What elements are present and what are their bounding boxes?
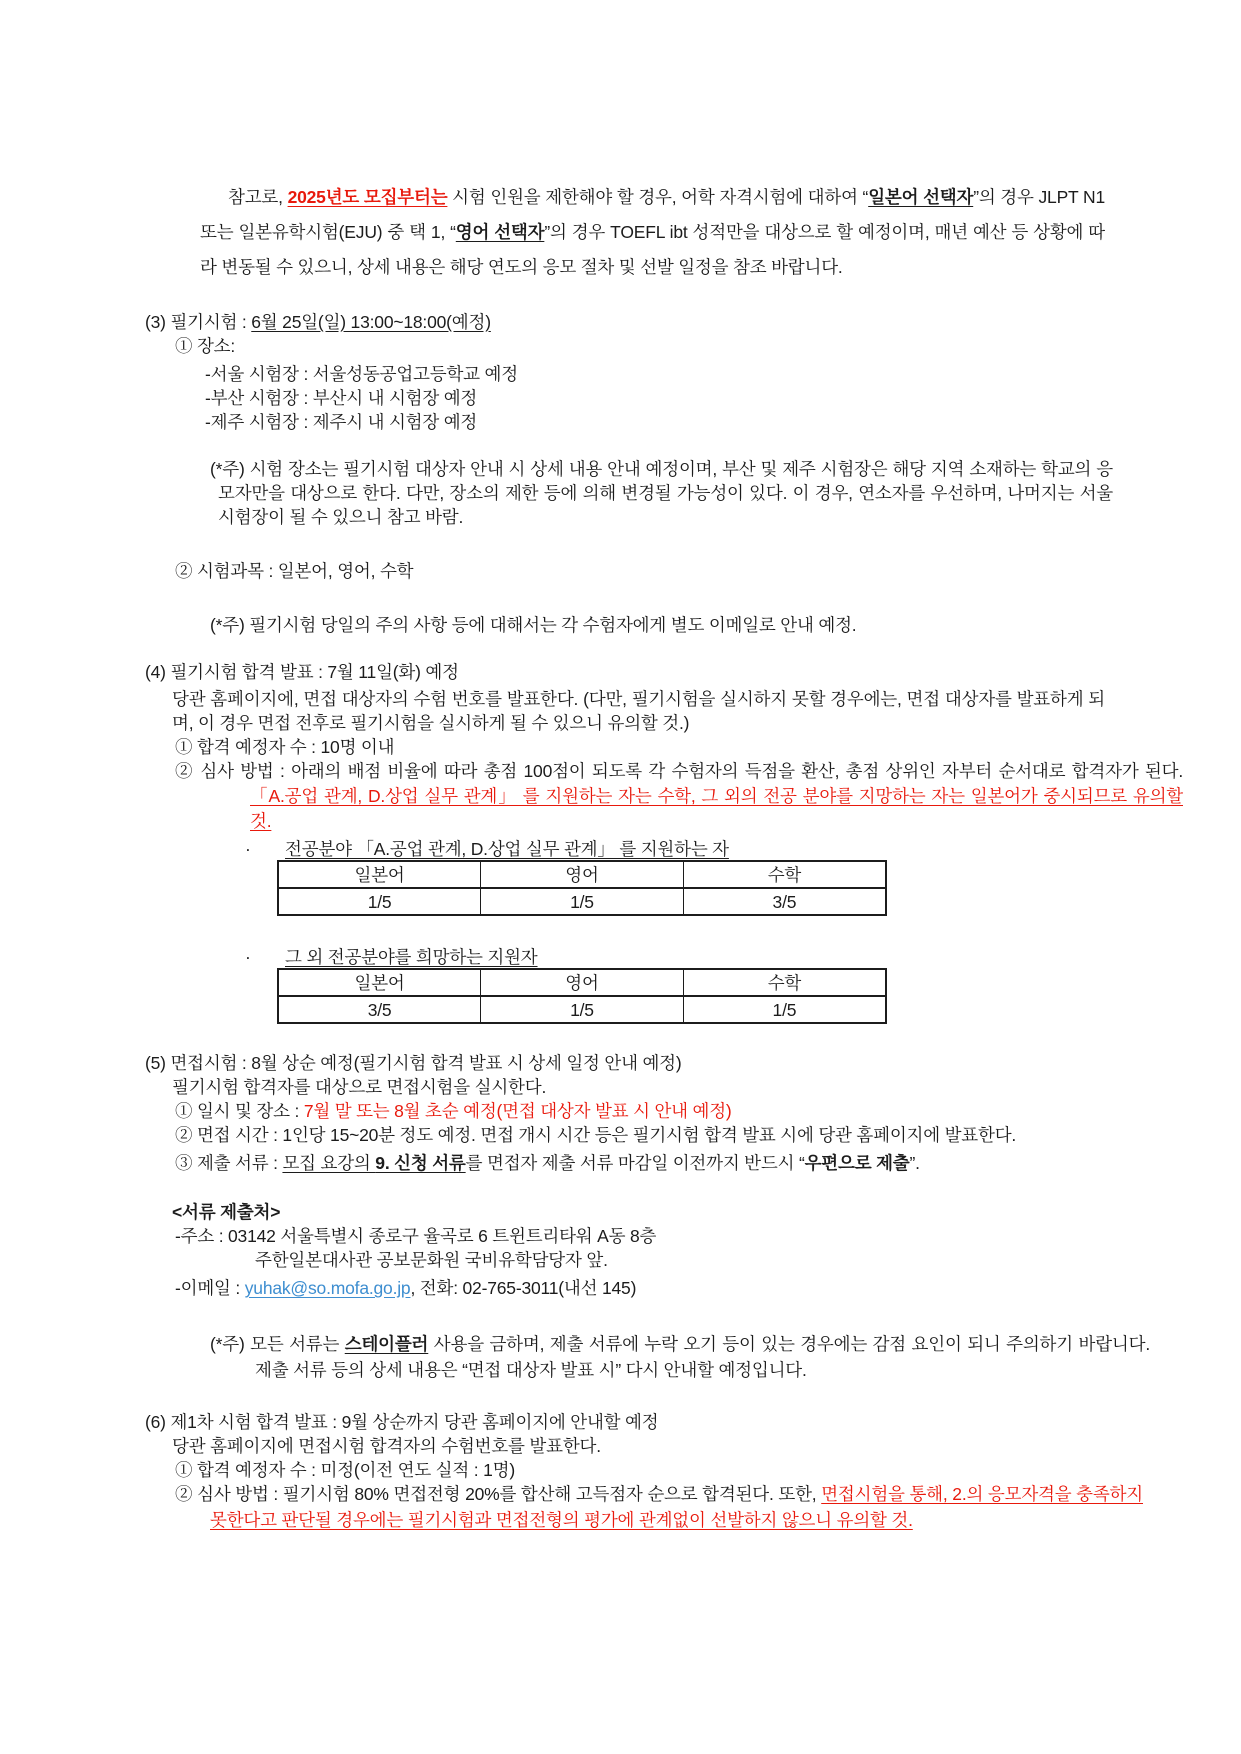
submission-address-line1: -주소 : 03142 서울특별시 종로구 율곡로 6 트윈트리타워 A동 8층 xyxy=(175,1226,657,1246)
highlight-2025-recruitment: 2025년도 모집부터는 xyxy=(287,187,448,207)
interview-date-red: 7월 말 또는 8월 초순 예정(면접 대상자 발표 시 안내 예정) xyxy=(303,1101,732,1121)
section-4-heading: (4) 필기시험 합격 발표 : 7월 11일(화) 예정 xyxy=(145,662,459,682)
section-5-heading: (5) 면접시험 : 8월 상순 예정(필기시험 합격 발표 시 상세 일정 안내 예정) xyxy=(145,1053,682,1073)
ratio-english: 1/5 xyxy=(481,996,684,1023)
text-run: 시험 인원을 제한해야 할 경우, 어학 자격시험에 대하여 “ xyxy=(447,187,869,207)
ratio-english: 1/5 xyxy=(481,888,684,915)
text-run: , 전화: 02-765-3011(내선 145) xyxy=(410,1278,637,1298)
submission-email-line xyxy=(175,1276,1105,1300)
text-run: ”의 경우 JLPT N1 또는 일본유학시험(EJU) 중 택 1, “ xyxy=(200,187,1105,242)
bullet-industrial-majors: 전공분야 「A.공업 관계, D.상업 실무 관계」 를 지원하는 자 xyxy=(285,839,729,859)
text-run: ”. xyxy=(909,1153,920,1173)
score-table-industrial xyxy=(277,860,887,916)
col-japanese: 일본어 xyxy=(278,861,481,888)
written-exam-datetime: 6월 25일(일) 13:00~18:00(예정) xyxy=(251,312,491,332)
section-4-paragraph: 당관 홈페이지에, 면접 대상자의 수험 번호를 발표한다. (다만, 필기시험을 실시하지 못할 경우에는, 면접 대상자를 발표하게 되며, 이 경우 면접 전후로 필기시험을 실시하게 될 수 있으니 유의할 것.) xyxy=(172,689,1105,733)
weighting-warning-red: 「A.공업 관계, D.상업 실무 관계」 를 지원하는 자는 수학, 그 외의 전공 분야를 지망하는 자는 일본어가 중시되므로 유의할 것. xyxy=(250,786,1183,831)
submission-title: <서류 제출처> xyxy=(172,1202,281,1222)
text-run: 사용을 금하며, 제출 서류에 누락 오기 등이 있는 경우에는 감점 요인이 되니 주의하기 바랍니다. 제출 서류 등의 상세 내용은 “면접 대상자 발표 시” 다시 안내할 예정입니다. xyxy=(255,1334,1150,1380)
score-table-other xyxy=(277,968,887,1024)
stapler-warning: 스테이플러 xyxy=(344,1334,429,1354)
highlight-english-selector: 영어 선택자 xyxy=(455,222,545,242)
ratio-math: 3/5 xyxy=(683,888,886,915)
text-run: (3) 필기시험 : xyxy=(145,312,252,332)
bullet-dot: · xyxy=(245,839,251,859)
intro-paragraph xyxy=(200,180,1105,285)
section-4-item-quota: ① 합격 예정자 수 : 10명 이내 xyxy=(175,737,395,757)
submit-by-mail: 우편으로 제출 xyxy=(804,1153,910,1173)
ratio-japanese: 1/5 xyxy=(278,888,481,915)
text-run: 모집 요강의 xyxy=(282,1153,376,1173)
section-5-item-duration: ② 면접 시간 : 1인당 15~20분 정도 예정. 면접 개시 시간 등은 필기시험 합격 발표 시에 당관 홈페이지에 발표한다. xyxy=(175,1125,1017,1145)
application-documents-ref: 9. 신청 서류 xyxy=(375,1153,466,1173)
section-6-item-quota: ① 합격 예정자 수 : 미정(이전 연도 실적 : 1명) xyxy=(175,1460,515,1480)
bullet-industrial xyxy=(245,838,1105,860)
col-math: 수학 xyxy=(683,969,886,996)
highlight-japanese-selector: 일본어 선택자 xyxy=(868,187,974,207)
section-6-paragraph: 당관 홈페이지에 면접시험 합격자의 수험번호를 발표한다. xyxy=(172,1436,601,1456)
table-value-row xyxy=(278,888,886,915)
text-run: ② 심사 방법 : 아래의 배점 비율에 따라 총점 100점이 되도록 각 수험자의 득점을 환산, 총점 상위인 자부터 순서대로 합격자가 된다. xyxy=(175,761,1183,781)
disqualification-warning-red: 면접시험을 통해, 2.의 응모자격을 충족하지 못한다고 판단될 경우에는 필기시험과 면접전형의 평가에 관계없이 선발하지 않으니 유의할 것. xyxy=(210,1484,1143,1530)
document-content xyxy=(145,180,1183,1533)
bullet-dot: · xyxy=(245,947,251,967)
submission-address-line2: 주한일본대사관 공보문화원 국비유학담당자 앞. xyxy=(255,1250,608,1270)
section-3-item-place: ① 장소: xyxy=(175,336,236,356)
venue-busan: -부산 시험장 : 부산시 내 시험장 예정 xyxy=(205,388,478,408)
text-run: 참고로, xyxy=(228,187,288,207)
ratio-japanese: 3/5 xyxy=(278,996,481,1023)
section-4-item-method xyxy=(175,759,1183,834)
text-run: ”의 경우 TOEFL ibt 성적만을 대상으로 할 예정이며, 매년 예산 등 상황에 따라 변동될 수 있으니, 상세 내용은 해당 연도의 응모 절차 및 선발 일정을 참조 바랍니다. xyxy=(200,222,1106,277)
ratio-math: 1/5 xyxy=(683,996,886,1023)
text-run: ② 심사 방법 : 필기시험 80% 면접전형 20%를 합산해 고득점자 순으로 합격된다. 또한, xyxy=(175,1484,822,1504)
bullet-other xyxy=(245,946,1105,968)
col-math: 수학 xyxy=(683,861,886,888)
section-3-heading xyxy=(145,310,1105,334)
section-3-note-venues: (*주) 시험 장소는 필기시험 대상자 안내 시 상세 내용 안내 예정이며, 부산 및 제주 시험장은 해당 지역 소재하는 학교의 응모자만을 대상으로 한다. 다만, 장소의 제한 등에 의해 변경될 가능성이 있다. 이 경우, 연소자를 우선하며, 나머지는 서울 시험장이 될 수 있으니 참고 바람. xyxy=(210,459,1113,527)
section-6-heading: (6) 제1차 시험 합격 발표 : 9월 상순까지 당관 홈페이지에 안내할 예정 xyxy=(145,1412,659,1432)
venue-seoul: -서울 시험장 : 서울성동공업고등학교 예정 xyxy=(205,364,518,384)
col-english: 영어 xyxy=(481,969,684,996)
section-5-paragraph: 필기시험 합격자를 대상으로 면접시험을 실시한다. xyxy=(172,1077,547,1097)
section-3-item-subjects: ② 시험과목 : 일본어, 영어, 수학 xyxy=(175,561,414,581)
section-6-item-method xyxy=(175,1482,1143,1533)
section-5-item-documents xyxy=(175,1151,1105,1175)
table-value-row xyxy=(278,996,886,1023)
venue-jeju: -제주 시험장 : 제주시 내 시험장 예정 xyxy=(205,412,478,432)
submission-note-stapler xyxy=(210,1331,1150,1383)
text-run: (*주) 모든 서류는 xyxy=(210,1334,345,1354)
text-run: 를 면접자 제출 서류 마감일 이전까지 반드시 “ xyxy=(465,1153,805,1173)
table-header-row xyxy=(278,861,886,888)
section-3-note-email: (*주) 필기시험 당일의 주의 사항 등에 대해서는 각 수험자에게 별도 이메일로 안내 예정. xyxy=(210,615,857,635)
col-english: 영어 xyxy=(481,861,684,888)
text-run: ① 일시 및 장소 : xyxy=(175,1101,304,1121)
email-link[interactable]: yuhak@so.mofa.go.jp xyxy=(244,1278,411,1298)
table-header-row xyxy=(278,969,886,996)
section-5-item-datetime xyxy=(175,1099,1105,1123)
bullet-other-majors: 그 외 전공분야를 희망하는 지원자 xyxy=(285,947,538,967)
col-japanese: 일본어 xyxy=(278,969,481,996)
text-run: -이메일 : xyxy=(175,1278,245,1298)
text-run: ③ 제출 서류 : xyxy=(175,1153,283,1173)
